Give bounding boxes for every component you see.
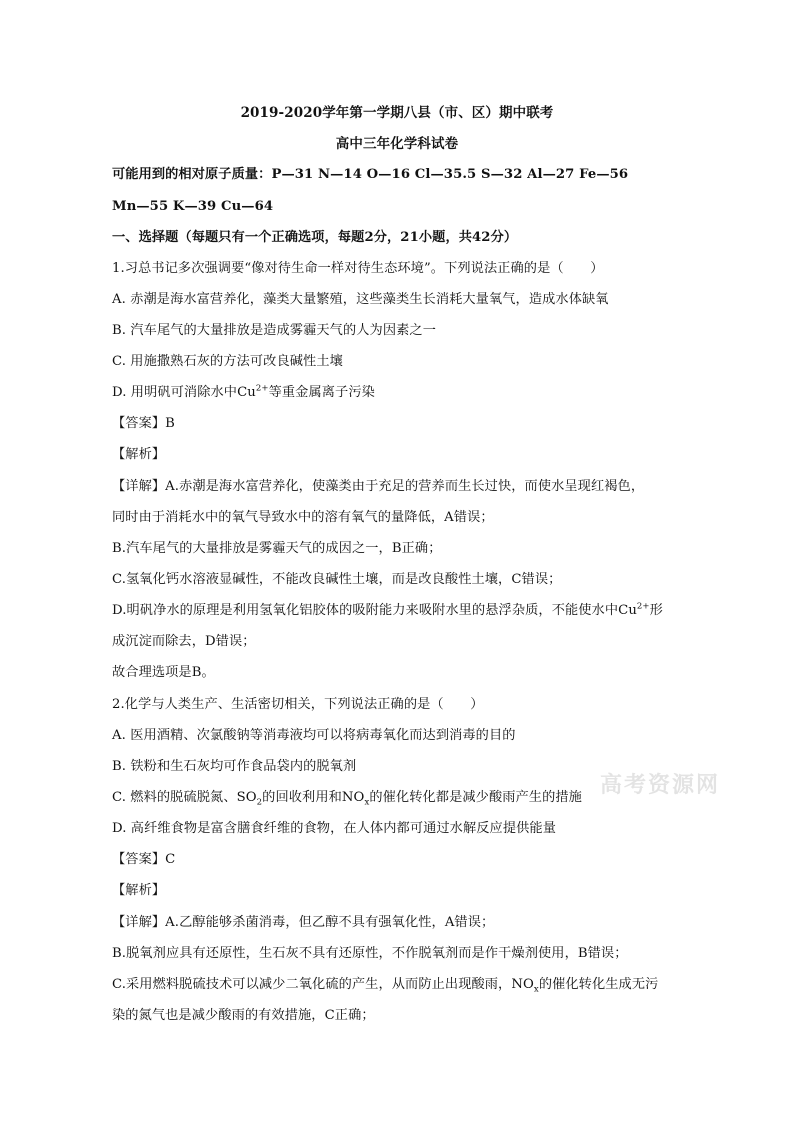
q1-option-b: B. 汽车尾气的大量排放是造成雾霾天气的人为因素之一 <box>112 323 436 338</box>
q2-analysis-label: 【解析】 <box>112 883 166 898</box>
q1-detail-3: B.汽车尾气的大量排放是雾霾天气的成因之一，B正确； <box>112 541 442 556</box>
q1-stem: 1.习总书记多次强调要“像对待生命一样对待生态环境”。下列说法正确的是（ ） <box>112 261 604 276</box>
q2-option-c: C. 燃料的脱硫脱氮、$SO_2$的回收利用和$NO_x$的催化转化都是减少酸雨产生的措施 <box>112 790 582 808</box>
atomic-mass-line-1: 可能用到的相对原子质量：P—31 N—14 O—16 Cl—35.5 S—32 Al—27 Fe—56 <box>112 167 629 182</box>
q2-answer: 【答案】C <box>112 852 176 867</box>
q2-detail-1: 【详解】A.乙醇能够杀菌消毒，但乙醇不具有强氧化性，A错误； <box>112 915 495 930</box>
q1-detail-1: 【详解】A.赤潮是海水富营养化，使藻类由于充足的营养而生长过快，而使水呈现红褐色， <box>112 479 645 494</box>
q1-option-c: C. 用施撒熟石灰的方法可改良碱性土壤 <box>112 354 343 369</box>
q1-option-d: D. 用明矾可消除水中$Cu^{2+}$等重金属离子污染 <box>112 383 375 400</box>
q1-conclusion: 故合理选项是B。 <box>112 665 215 680</box>
exam-subtitle: 高中三年化学科试卷 <box>335 136 459 152</box>
q2-detail-3: C.采用燃料脱硫技术可以减少二氧化硫的产生，从而防止出现酸雨，$NO_x$的催化转化生成无污 <box>112 977 659 995</box>
q2-stem: 2.化学与人类生产、生活密切相关，下列说法正确的是（ ） <box>112 697 484 712</box>
q1-detail-2: 同时由于消耗水中的氧气导致水中的溶有氧气的量降低，A错误； <box>112 510 494 525</box>
q2-detail-4: 染的氮气也是减少酸雨的有效措施，C正确； <box>112 1008 375 1023</box>
q1-detail-6: 成沉淀而除去，D错误； <box>112 634 256 649</box>
atomic-mass-line-2: Mn—55 K—39 Cu—64 <box>112 199 274 214</box>
section-title: 一、选择题（每题只有一个正确选项，每题2分，21小题，共42分） <box>112 230 518 245</box>
q1-detail-4: C.氢氧化钙水溶液显碱性，不能改良碱性土壤，而是改良酸性土壤，C错误； <box>112 572 562 587</box>
q2-option-d: D. 高纤维食物是富含膳食纤维的食物，在人体内都可通过水解反应提供能量 <box>112 821 556 836</box>
watermark: 高考资源网 <box>600 772 721 798</box>
q1-answer: 【答案】B <box>112 416 175 431</box>
q1-detail-5: D.明矾净水的原理是利用氢氧化铝胶体的吸附能力来吸附水里的悬浮杂质，不能使水中$Cu^{2+}$形 <box>112 601 663 618</box>
exam-title: 2019-2020学年第一学期八县（市、区）期中联考 <box>240 105 554 121</box>
q1-analysis-label: 【解析】 <box>112 447 166 462</box>
q2-option-b: B. 铁粉和生石灰均可作食品袋内的脱氧剂 <box>112 759 357 774</box>
q1-option-a: A. 赤潮是海水富营养化，藻类大量繁殖，这些藻类生长消耗大量氧气，造成水体缺氧 <box>112 292 609 307</box>
q2-detail-2: B.脱氧剂应具有还原性，生石灰不具有还原性，不作脱氧剂而是作干燥剂使用，B错误； <box>112 946 628 961</box>
q2-option-a: A. 医用酒精、次氯酸钠等消毒液均可以将病毒氧化而达到消毒的目的 <box>112 728 516 743</box>
